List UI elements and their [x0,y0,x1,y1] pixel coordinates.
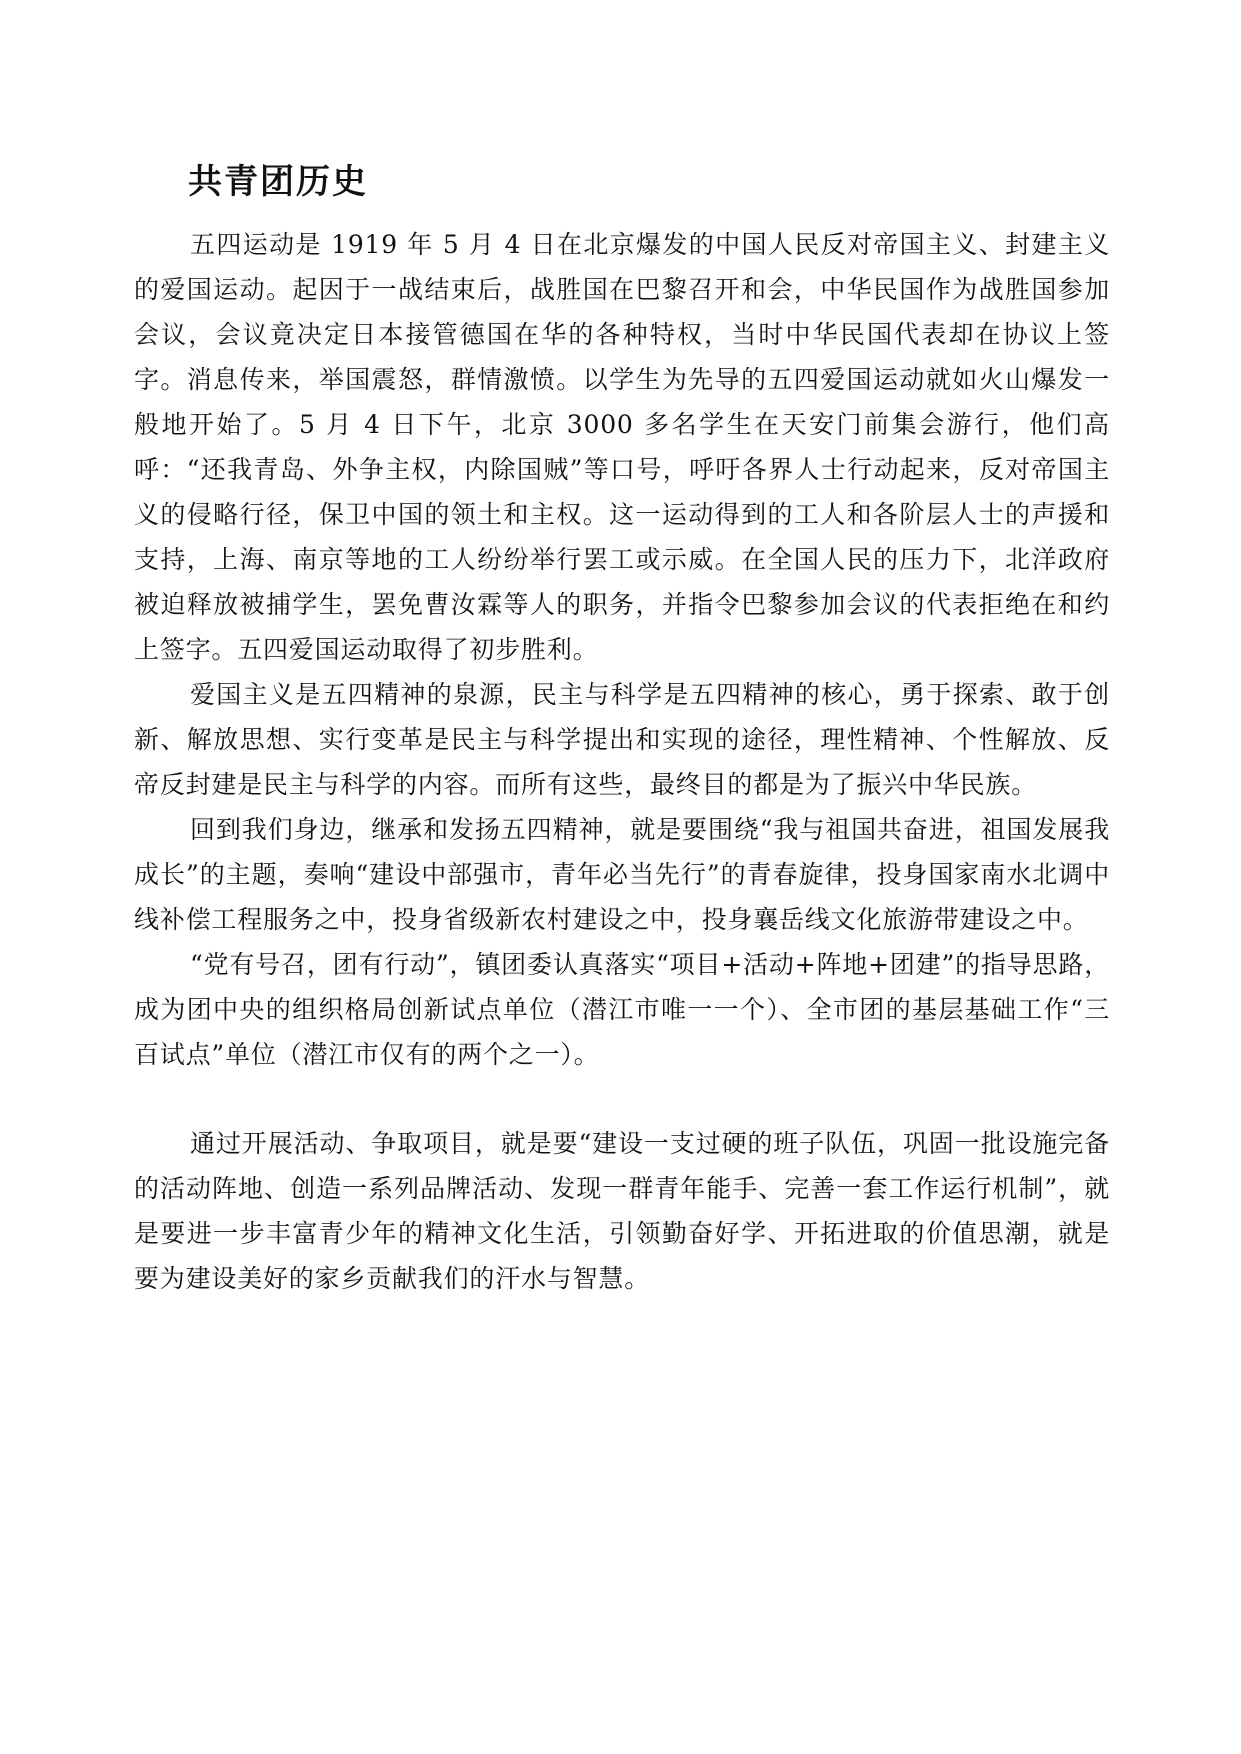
page-title: 共青团历史 [188,162,368,202]
paragraph-activities-projects: 通过开展活动、争取项目，就是要“建设一支过硬的班子队伍，巩固一批设施完备的活动阵地、创造一系列品牌活动、发现一群青年能手、完善一套工作运行机制”，就是要进一步丰富青少年的精神文化生活，引领勤奋好学、开拓进取的价值思潮，就是要为建设美好的家乡贡献我们的汗水与智慧。 [134,1129,1110,1293]
paragraph-inherit-spirit: 回到我们身边，继承和发扬五四精神，就是要围绕“我与祖国共奋进，祖国发展我成长”的主题，奏响“建设中部强市，青年必当先行”的青春旋律，投身国家南水北调中线补偿工程服务之中，投身省级新农村建设之中，投身襄岳线文化旅游带建设之中。 [134,815,1110,934]
paragraph-may-fourth-movement: 五四运动是 1919 年 5 月 4 日在北京爆发的中国人民反对帝国主义、封建主义的爱国运动。起因于一战结束后，战胜国在巴黎召开和会，中华民国作为战胜国参加会议，会议竟决定日本接管德国在华的各种特权，当时中华民国代表却在协议上签字。消息传来，举国震怒，群情激愤。以学生为先导的五四爱国运动就如火山爆发一般地开始了。5 月 4 日下午，北京 3000 多名学生在天安门前集会游行，他们高呼：“还我青岛、外争主权，内除国贼”等口号，呼吁各界人士行动起来，反对帝国主义的侵略行径，保卫中国的领土和主权。这一运动得到的工人和各阶层人士的声援和支持，上海、南京等地的工人纷纷举行罢工或示威。在全国人民的压力下，北洋政府被迫释放被捕学生，罢免曹汝霖等人的职务，并指令巴黎参加会议的代表拒绝在和约上签字。五四爱国运动取得了初步胜利。 [134,230,1110,664]
paragraph-may-fourth-spirit: 爱国主义是五四精神的泉源，民主与科学是五四精神的核心，勇于探索、敢于创新、解放思想、实行变革是民主与科学提出和实现的途径，理性精神、个性解放、反帝反封建是民主与科学的内容。而所有这些，最终目的都是为了振兴中华民族。 [134,680,1110,799]
document-body [134,222,1110,1301]
paragraph-party-call: “党有号召，团有行动”，镇团委认真落实“项目+活动+阵地+团建”的指导思路，成为团中央的组织格局创新试点单位（潜江市唯一一个）、全市团的基层基础工作“三百试点”单位（潜江市仅有的两个之一）。 [134,950,1110,1069]
